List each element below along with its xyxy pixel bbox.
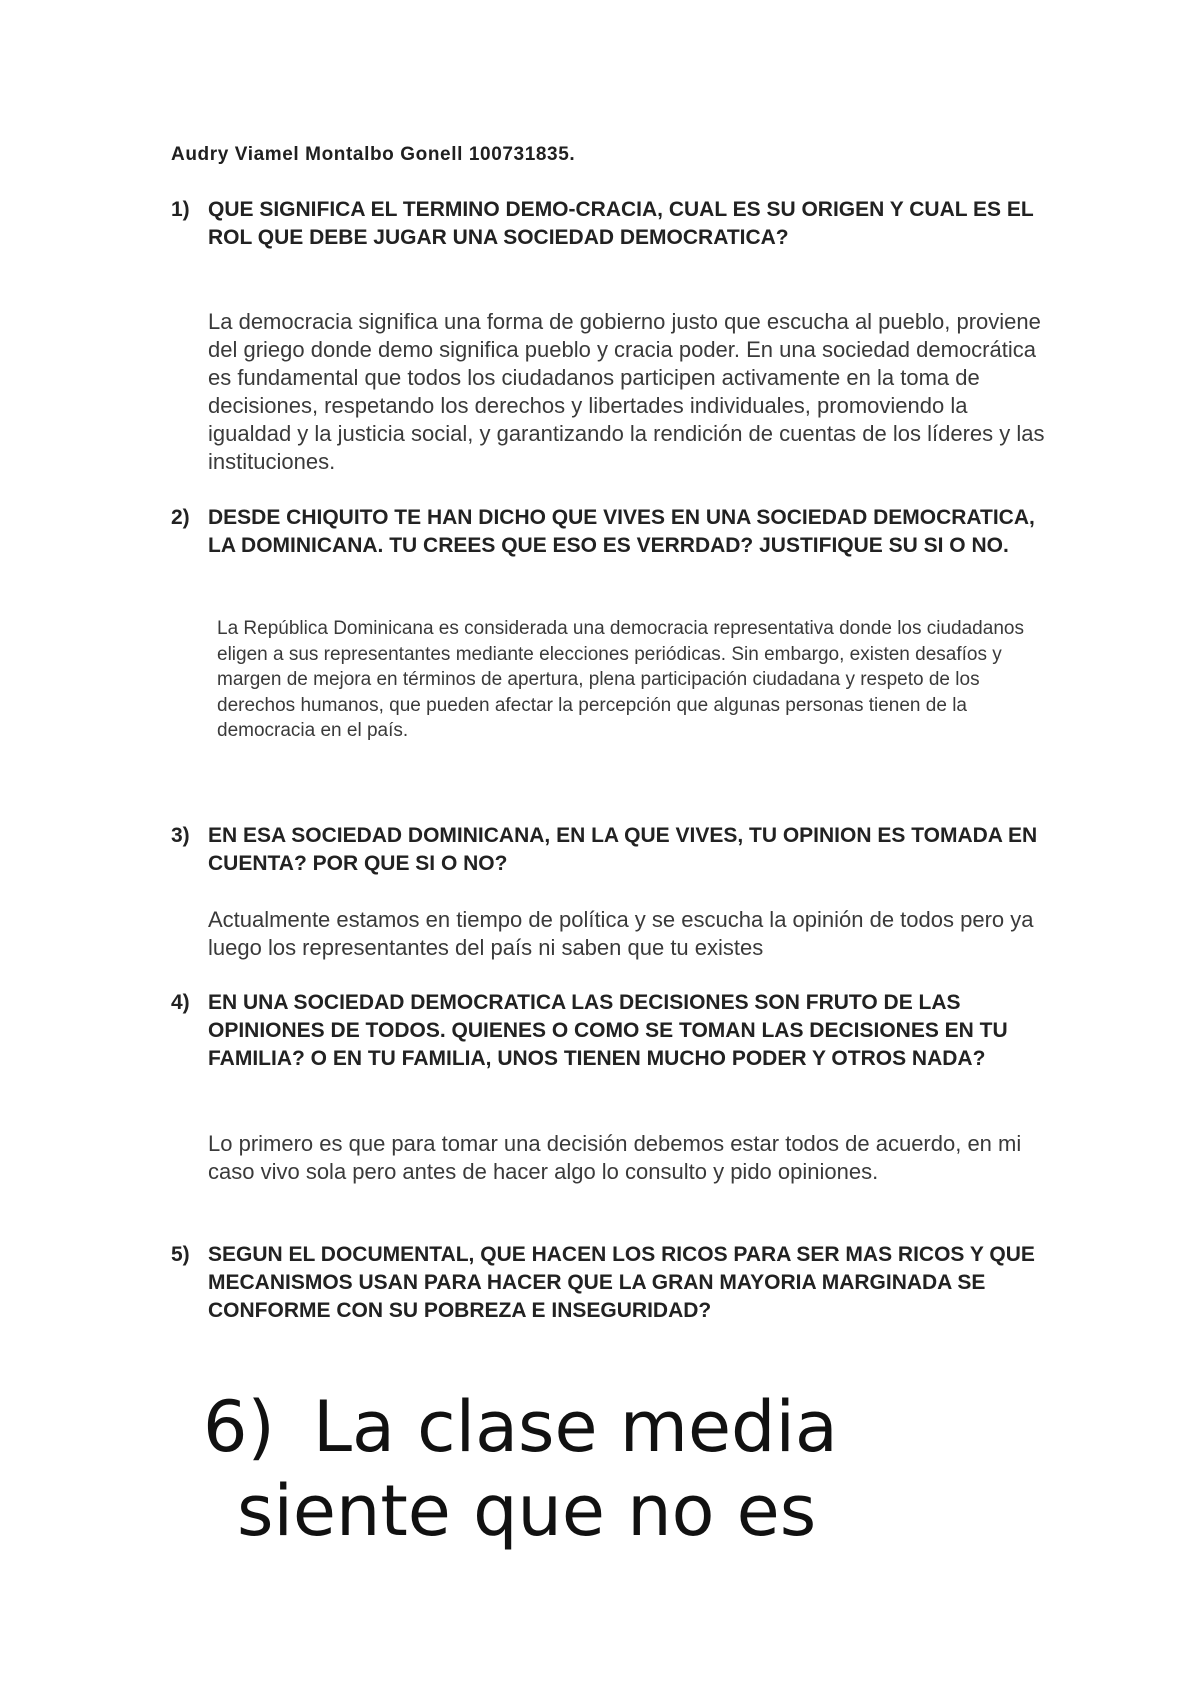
answer-3: Actualmente estamos en tiempo de política y se escucha la opinión de todos pero ya luego los representantes del país ni saben que tu existes	[208, 907, 1034, 960]
question-text: QUE SIGNIFICA EL TERMINO DEMO-CRACIA, CUAL ES SU ORIGEN Y CUAL ES EL ROL QUE DEBE JUGAR UNA SOCIEDAD DEMOCRATICA?	[208, 198, 1034, 249]
question-number: 5)	[171, 1243, 190, 1266]
question-number: 4)	[171, 991, 190, 1014]
item-6-number: 6)	[203, 1386, 275, 1468]
question-number: 1)	[171, 198, 190, 221]
question-1	[171, 196, 1041, 252]
author-line: Audry Viamel Montalbo Gonell 100731835.	[171, 144, 576, 165]
answer-4: Lo primero es que para tomar una decisión debemos estar todos de acuerdo, en mi caso vivo sola pero antes de hacer algo lo consulto y pido opiniones.	[208, 1131, 1022, 1184]
question-text: SEGUN EL DOCUMENTAL, QUE HACEN LOS RICOS PARA SER MAS RICOS Y QUE MECANISMOS USAN PARA HACER QUE LA GRAN MAYORIA MARGINADA SE CONFORME CON SU POBREZA E INSEGURIDAD?	[208, 1243, 1035, 1322]
question-text: EN ESA SOCIEDAD DOMINICANA, EN LA QUE VIVES, TU OPINION ES TOMADA EN CUENTA? POR QUE SI O NO?	[208, 824, 1038, 875]
item-6-line-2: siente que no es	[237, 1470, 817, 1552]
question-text: DESDE CHIQUITO TE HAN DICHO QUE VIVES EN UNA SOCIEDAD DEMOCRATICA, LA DOMINICANA. TU CREES QUE ESO ES VERRDAD? JUSTIFIQUE SU SI O NO.	[208, 506, 1035, 557]
item-6-line-1: La clase media	[313, 1386, 838, 1468]
question-2	[171, 504, 1041, 560]
question-4	[171, 989, 1041, 1073]
question-number: 3)	[171, 824, 190, 847]
question-text: EN UNA SOCIEDAD DEMOCRATICA LAS DECISIONES SON FRUTO DE LAS OPINIONES DE TODOS. QUIENES O COMO SE TOMAN LAS DECISIONES EN TU FAMILIA? O EN TU FAMILIA, UNOS TIENEN MUCHO PODER Y OTROS NADA?	[208, 991, 1008, 1070]
question-number: 2)	[171, 506, 190, 529]
answer-1: La democracia significa una forma de gobierno justo que escucha al pueblo, proviene del griego donde demo significa pueblo y cracia poder. En una sociedad democrática es fundamental que todos los ciudadanos participen activamente en la toma de decisiones, respetando los derechos y libertades individuales, promoviendo la igualdad y la justicia social, y garantizando la rendición de cuentas de los líderes y las instituciones.	[208, 309, 1045, 474]
item-6-large-text	[203, 1385, 1153, 1553]
question-5	[171, 1241, 1041, 1325]
answer-2: La República Dominicana es considerada una democracia representativa donde los ciudadanos eligen a sus representantes mediante elecciones periódicas. Sin embargo, existen desafíos y margen de mejora en términos de apertura, plena participación ciudadana y respeto de los derechos humanos, que pueden afectar la percepción que algunas personas tienen de la democracia en el país.	[217, 618, 1024, 741]
question-3	[171, 822, 1041, 878]
